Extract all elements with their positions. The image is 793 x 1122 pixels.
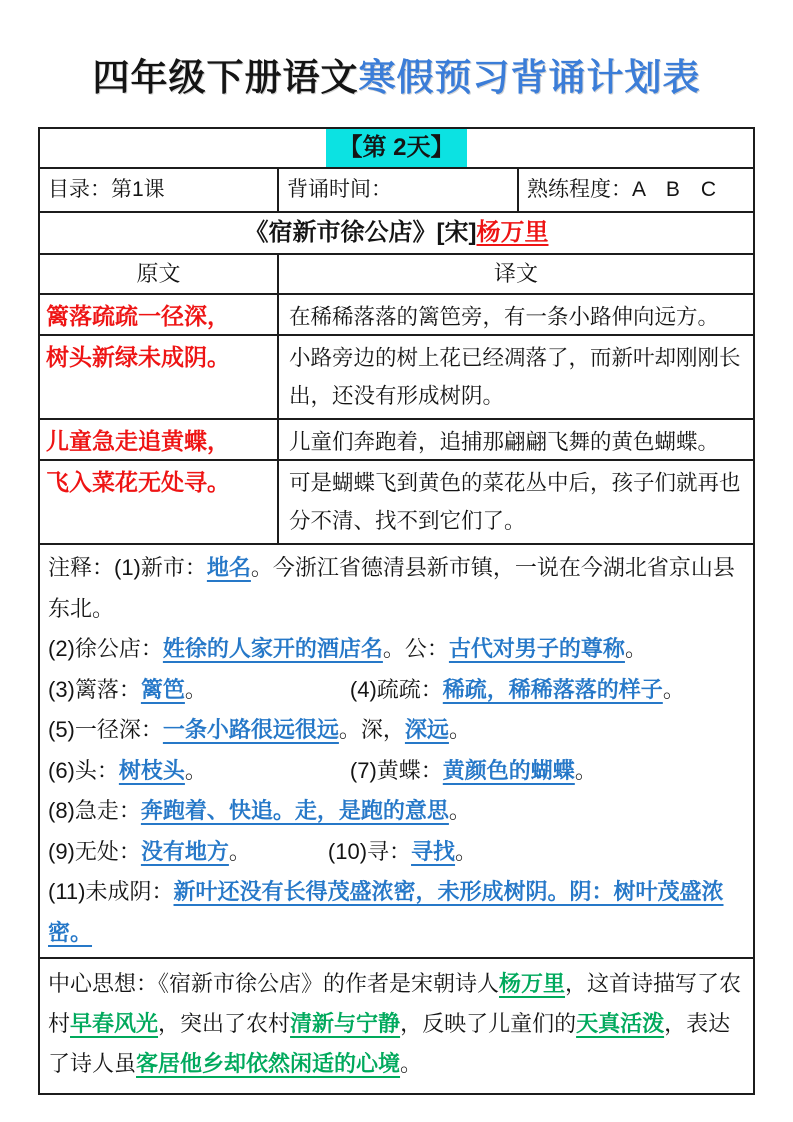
text-segment: 早春风光 (70, 1011, 159, 1036)
note-line (48, 791, 745, 832)
original-cell: 篱落疏疏一径深， (46, 303, 230, 329)
text-segment: 。 (455, 838, 478, 864)
text-segment: 。 (574, 757, 597, 783)
text-segment: 。 (10)寻： (228, 838, 412, 864)
text-segment: 客居他乡却依然闲适的心境 (136, 1051, 401, 1076)
text-segment: 新叶还没有长得茂盛浓密，未形成树阴。阴：树叶茂盛浓密。 (48, 879, 724, 945)
column-header-row (40, 253, 753, 293)
page-title-grade: 四年级下册语文 (92, 57, 359, 98)
text-segment: 篱笆 (140, 676, 185, 702)
text-segment: ，反映了儿童们的 (400, 1011, 577, 1036)
text-segment: 寻找 (411, 838, 456, 864)
poem-row-4 (40, 459, 753, 543)
text-segment: (6)头： (48, 757, 119, 783)
text-segment: 。 (448, 798, 471, 823)
text-segment: 。今浙江省德清县新市镇，一说在今湖北省京山县东北。 (48, 555, 735, 621)
translation-cell: 小路旁边的树上花已经凋落了，而新叶却刚刚长出，还没有形成树阴。 (277, 336, 753, 418)
text-segment: 。 (7)黄蝶： (184, 757, 443, 783)
text-segment: 深远 (404, 717, 449, 742)
page-title-plan: 寒假预习背诵计划表 (358, 57, 701, 98)
text-segment: 。 (448, 717, 471, 742)
catalog-cell: 目录：第1课 (48, 178, 165, 201)
text-segment: 稀疏，稀稀落落的样子 (442, 676, 663, 702)
notes-section (40, 543, 753, 957)
text-segment: (9)无处： (48, 838, 141, 864)
text-segment: 奔跑着、快追。走，是跑的意思 (140, 798, 449, 823)
text-segment: (2)徐公店： (48, 636, 163, 661)
text-segment: 地名 (206, 555, 251, 580)
note-line (48, 548, 745, 629)
translation-cell: 可是蝴蝶飞到黄色的菜花丛中后，孩子们就再也分不清、找不到它们了。 (277, 461, 753, 543)
poem-title-text: 《宿新市徐公店》[宋] (244, 219, 477, 246)
text-segment: 姓徐的人家开的酒店名 (162, 636, 383, 661)
text-segment: 。 (400, 1051, 423, 1076)
note-line (48, 670, 745, 711)
note-line (48, 751, 745, 792)
poem-author: 杨万里 (476, 219, 549, 246)
text-segment: (11)未成阴： (48, 879, 174, 904)
text-segment: 古代对男子的尊称 (448, 636, 625, 661)
text-segment: 。 (4)疏疏： (184, 676, 443, 702)
text-segment: 树枝头 (118, 757, 185, 783)
original-cell: 树头新绿未成阴。 (46, 344, 230, 370)
original-cell: 飞入菜花无处寻。 (46, 469, 230, 495)
poem-row-3 (40, 418, 753, 459)
translation-cell: 在稀稀落落的篱笆旁，有一条小路伸向远方。 (277, 295, 753, 336)
note-line (48, 710, 745, 751)
text-segment: (3)篱落： (48, 676, 141, 702)
meta-row (40, 167, 753, 211)
text-segment: 天真活泼 (576, 1011, 665, 1036)
text-segment: 黄颜色的蝴蝶 (442, 757, 575, 783)
day-banner-row (40, 129, 753, 167)
text-segment: 中心思想：《宿新市徐公店》的作者是宋朝诗人 (48, 971, 500, 996)
column-header-original: 原文 (136, 261, 181, 286)
note-line (48, 832, 745, 873)
text-segment: (5)一径深： (48, 717, 163, 742)
text-segment: ，表达了诗人虽 (48, 1011, 731, 1076)
proficiency-cell: 熟练程度：A B C (517, 169, 753, 211)
text-segment: 杨万里 (499, 971, 566, 996)
text-segment: 。深， (338, 717, 405, 742)
translation-cell: 儿童们奔跑着，追捕那翩翩飞舞的黄色蝴蝶。 (277, 420, 753, 461)
central-idea-text (48, 964, 745, 1084)
text-segment: (8)急走： (48, 798, 141, 823)
text-segment: ，这首诗描写了农村 (48, 971, 742, 1036)
original-cell: 儿童急走追黄蝶， (46, 428, 230, 454)
poem-row-1 (40, 293, 753, 334)
text-segment: 清新与宁静 (290, 1011, 401, 1036)
text-segment: 。公： (382, 636, 449, 661)
poem-row-2 (40, 334, 753, 418)
text-segment: 注释：(1)新市： (48, 555, 207, 580)
text-segment: 一条小路很远很远 (162, 717, 339, 742)
text-segment: 没有地方 (140, 838, 229, 864)
text-segment: 。 (662, 676, 685, 702)
poem-title-row (40, 211, 753, 253)
column-header-translation: 译文 (277, 255, 753, 293)
schedule-table (38, 127, 755, 1095)
day-badge: 【第 2天】 (326, 129, 466, 167)
note-line (48, 872, 745, 953)
text-segment: ，突出了农村 (158, 1011, 291, 1036)
note-line (48, 629, 745, 670)
page-title (0, 56, 793, 100)
text-segment: 。 (624, 636, 647, 661)
central-idea-section (40, 957, 753, 1093)
recite-time-cell: 背诵时间： (277, 169, 517, 211)
